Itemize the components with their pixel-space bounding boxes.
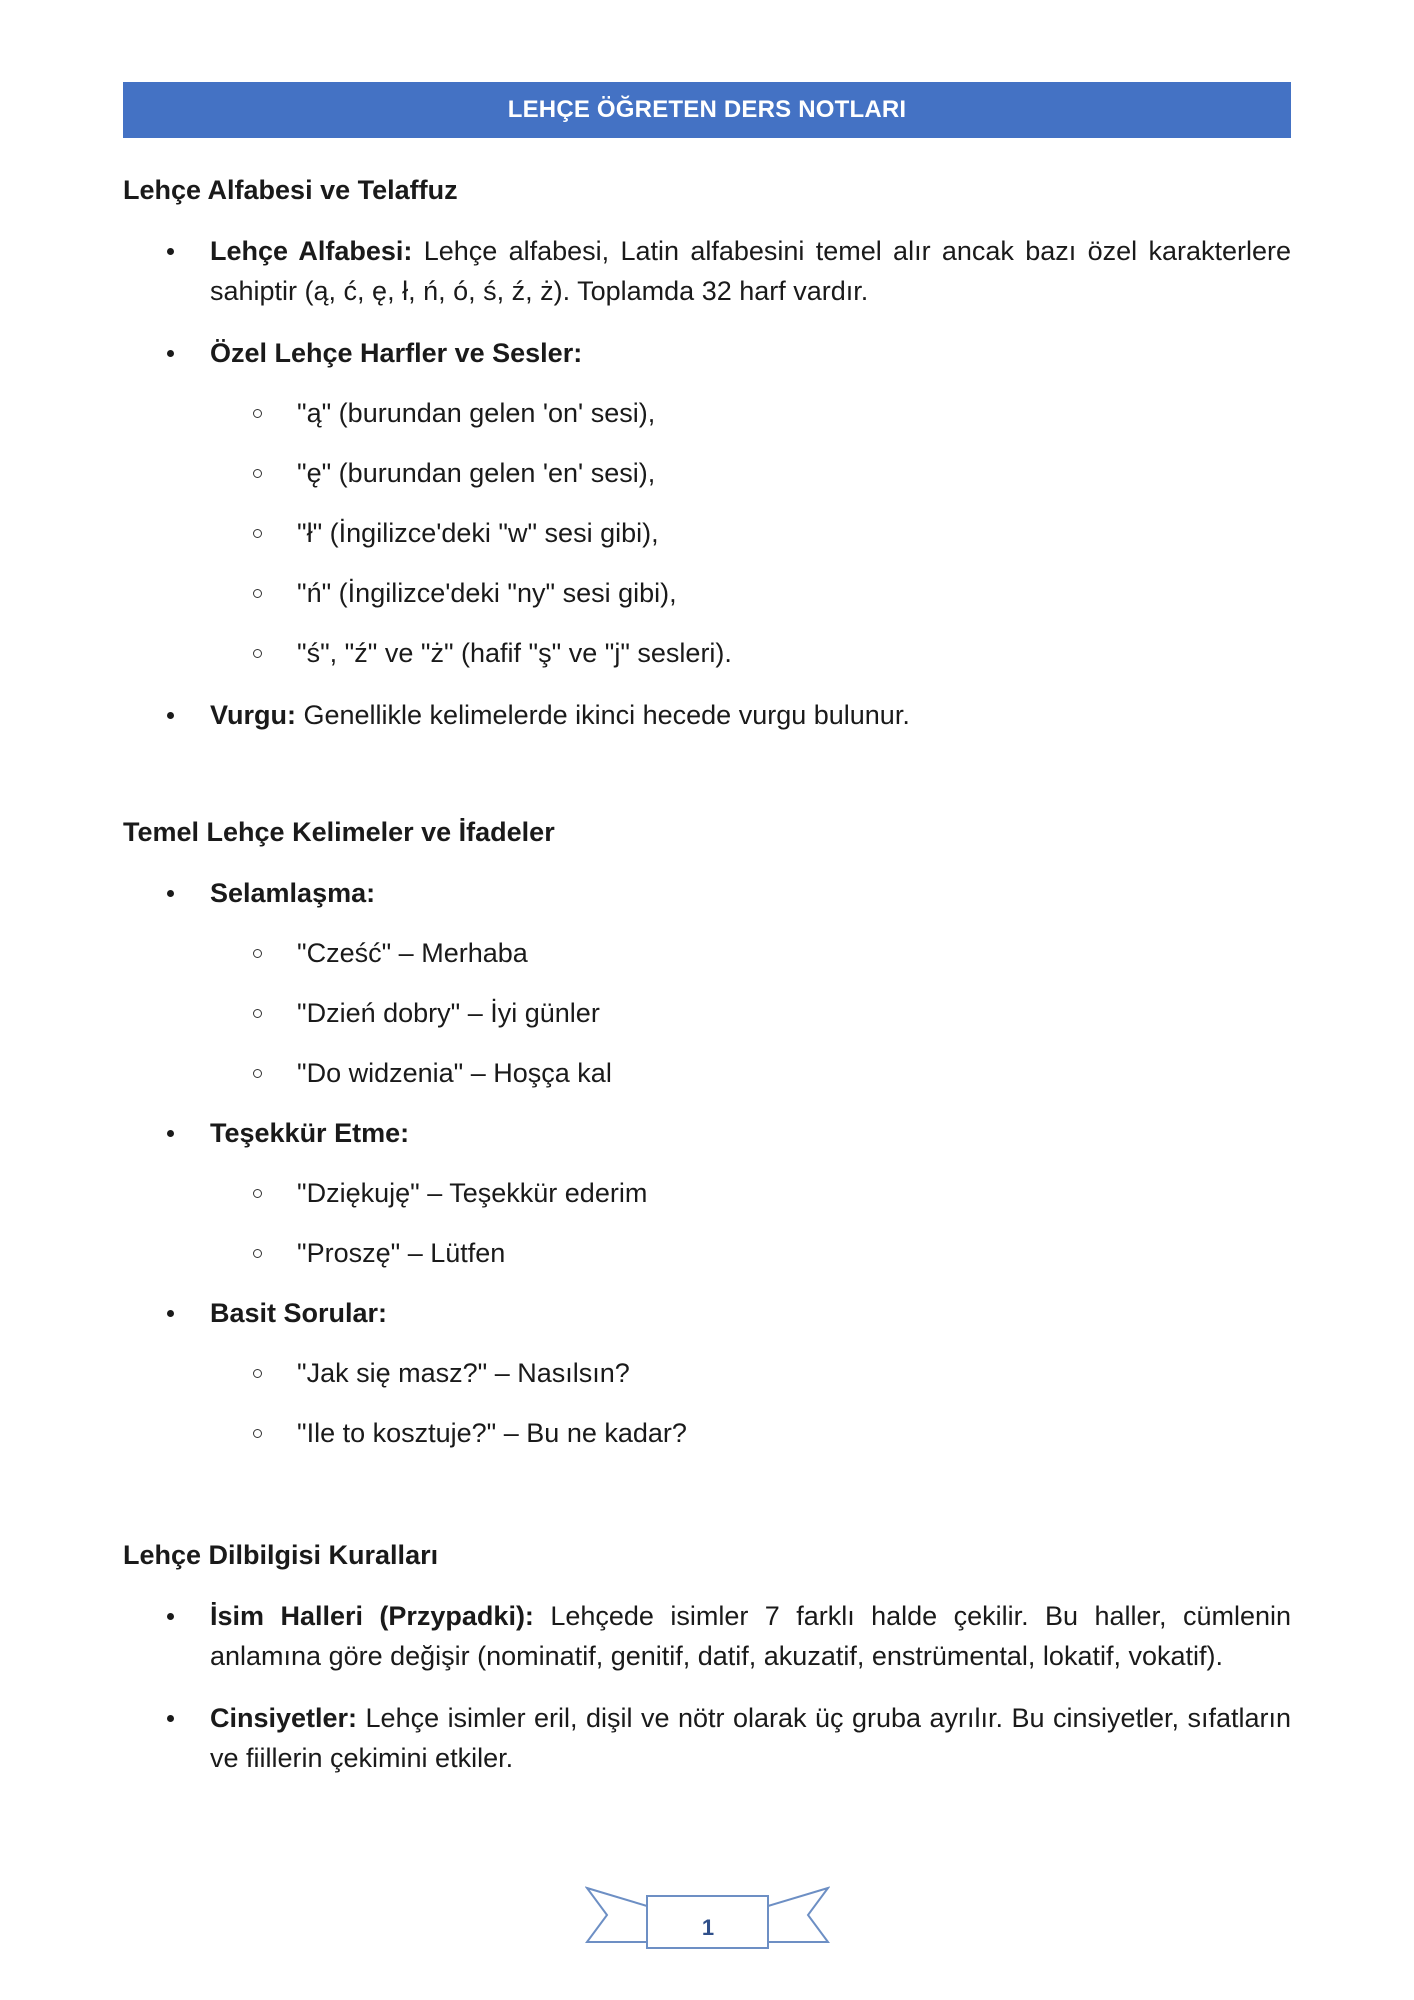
item-text: Lehçe alfabesi, Latin alfabesini temel alır ancak bazı özel karakterlere sahiptir (ą, ć, ę, ł, ń, ó, ś, ź, ż). Toplamda 32 harf vardır. xyxy=(210,236,1291,306)
item-text: Lehçede isimler 7 farklı halde çekilir. Bu haller, cümlenin anlamına göre değişir (nominatif, genitif, datif, akuzatif, enstrümental, lokatif, vokatif). xyxy=(210,1601,1291,1671)
section-grammar xyxy=(123,1538,1291,1778)
section-title: Lehçe Alfabesi ve Telaffuz xyxy=(123,175,458,205)
sub-list-item: "ę" (burundan gelen 'en' sesi), xyxy=(123,453,1291,493)
item-label: İsim Halleri (Przypadki): xyxy=(210,1601,534,1631)
item-label: Selamlaşma: xyxy=(210,878,376,908)
page-number: 1 xyxy=(701,1915,715,1940)
list-item-cases xyxy=(123,1596,1291,1676)
sub-list-item: "ł" (İngilizce'deki "w" sesi gibi), xyxy=(123,513,1291,553)
section-alphabet xyxy=(123,173,1291,735)
sub-list-item: "Cześć" – Merhaba xyxy=(123,933,1291,973)
list-item-special-letters xyxy=(123,333,1291,373)
section-title: Temel Lehçe Kelimeler ve İfadeler xyxy=(123,817,555,847)
list-item-thanks xyxy=(123,1113,1291,1153)
item-text: Genellikle kelimelerde ikinci hecede vurgu bulunur. xyxy=(295,700,910,730)
list-item-alphabet xyxy=(123,231,1291,311)
section-basic-words xyxy=(123,815,1291,1453)
list-item-simple-questions xyxy=(123,1293,1291,1333)
document-title-banner: LEHÇE ÖĞRETEN DERS NOTLARI xyxy=(123,82,1291,138)
item-label: Basit Sorular: xyxy=(210,1298,388,1328)
item-label: Vurgu: xyxy=(210,700,296,730)
item-label: Lehçe Alfabesi: xyxy=(210,236,413,266)
sub-list-item: "Jak się masz?" – Nasılsın? xyxy=(123,1353,1291,1393)
sub-list-item: "Proszę" – Lütfen xyxy=(123,1233,1291,1273)
list-item-genders xyxy=(123,1698,1291,1778)
sub-list-item: "ą" (burundan gelen 'on' sesi), xyxy=(123,393,1291,433)
sub-list-item: "Ile to kosztuje?" – Bu ne kadar? xyxy=(123,1413,1291,1453)
list-item-greetings xyxy=(123,873,1291,913)
section-title: Lehçe Dilbilgisi Kuralları xyxy=(123,1540,439,1570)
list-item-stress xyxy=(123,695,1291,735)
sub-list-item: "Do widzenia" – Hoşça kal xyxy=(123,1053,1291,1093)
item-label: Özel Lehçe Harfler ve Sesler: xyxy=(210,338,583,368)
sub-list-item: "Dziękuję" – Teşekkür ederim xyxy=(123,1173,1291,1213)
sub-list-item: "ń" (İngilizce'deki "ny" sesi gibi), xyxy=(123,573,1291,613)
item-label: Teşekkür Etme: xyxy=(210,1118,410,1148)
sub-list-item: "Dzień dobry" – İyi günler xyxy=(123,993,1291,1033)
sub-list-item: "ś", "ź" ve "ż" (hafif "ş" ve "j" sesleri). xyxy=(123,633,1291,673)
item-text: Lehçe isimler eril, dişil ve nötr olarak üç gruba ayrılır. Bu cinsiyetler, sıfatların ve fiillerin çekimini etkiler. xyxy=(210,1703,1291,1773)
item-label: Cinsiyetler: xyxy=(210,1703,358,1733)
